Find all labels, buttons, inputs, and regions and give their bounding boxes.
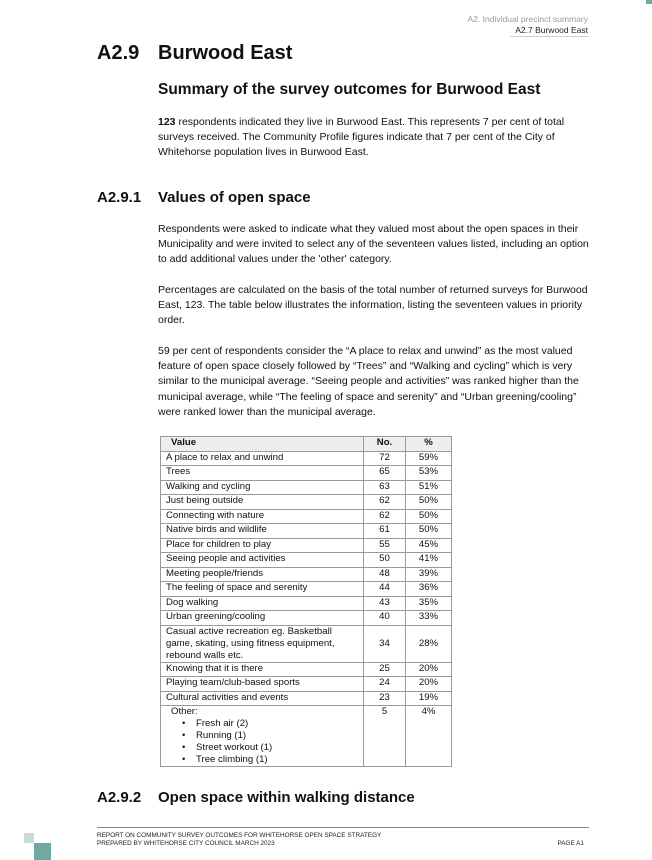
percent-cell: 19% <box>406 691 452 706</box>
count-cell: 23 <box>364 691 406 706</box>
running-header-chapter: A2. Individual precinct summary <box>467 14 588 24</box>
footer-text <box>97 832 381 848</box>
count-cell: 48 <box>364 567 406 582</box>
subsection-title: Values of open space <box>158 189 311 206</box>
table-row <box>161 451 452 466</box>
percent-cell: 41% <box>406 553 452 568</box>
value-cell: Trees <box>161 466 364 481</box>
column-header-percent: % <box>406 437 452 452</box>
count-cell: 65 <box>364 466 406 481</box>
table-row <box>161 480 452 495</box>
table-row <box>161 625 452 662</box>
value-cell: Meeting people/friends <box>161 567 364 582</box>
count-cell: 24 <box>364 677 406 692</box>
respondent-count: 123 <box>158 116 176 128</box>
value-cell: Native birds and wildlife <box>161 524 364 539</box>
list-item: • Fresh air (2) <box>182 718 358 730</box>
section-number: A2.9 <box>97 42 140 64</box>
table-row <box>161 466 452 481</box>
corner-accent <box>646 0 652 4</box>
paragraph-findings: 59 per cent of respondents consider the “A place to relax and unwind” as the most valued feature of open space closely followed by “Trees” and “Walking and cycling” which is very similar to the municipal average. “Seeing people and activities” was ranked higher than the municipal average, while “The feeling of space and serenity” and “Urban greening/cooling” were ranked lower than the municipal average. <box>158 345 579 418</box>
table-row <box>161 495 452 510</box>
count-cell: 72 <box>364 451 406 466</box>
footer-rule <box>97 827 589 828</box>
table-row <box>161 677 452 692</box>
list-item: • Running (1) <box>182 730 358 742</box>
value-cell: Knowing that it is there <box>161 662 364 677</box>
value-cell: The feeling of space and serenity <box>161 582 364 597</box>
percent-cell: 39% <box>406 567 452 582</box>
running-header <box>468 14 588 36</box>
footer-prepared-by: PREPARED BY WHITEHORSE CITY COUNCIL MARCH 2023 <box>97 840 275 847</box>
subsection-number: A2.9.1 <box>97 189 142 206</box>
column-header-value: Value <box>161 437 364 452</box>
percent-cell: 33% <box>406 611 452 626</box>
count-cell: 62 <box>364 495 406 510</box>
summary-heading: Summary of the survey outcomes for Burwood East <box>158 81 541 98</box>
header-rule <box>510 36 588 37</box>
values-table <box>160 436 452 767</box>
intro-paragraph <box>158 115 590 161</box>
table-row <box>161 538 452 553</box>
percent-cell: 35% <box>406 596 452 611</box>
count-cell: 44 <box>364 582 406 597</box>
table-header-row <box>161 437 452 452</box>
subsection-title: Open space within walking distance <box>158 789 415 806</box>
value-cell: Cultural activities and events <box>161 691 364 706</box>
section-heading <box>97 42 292 65</box>
value-cell: Dog walking <box>161 596 364 611</box>
value-cell: Casual active recreation eg. Basketball game, skating, using fitness equipment, rebound walls etc. <box>161 625 364 662</box>
page-number: PAGE A1 <box>557 840 584 847</box>
paragraph-method: Respondents were asked to indicate what they valued most about the open spaces in their Municipality and were invited to select any of the seventeen values listed, including an option to add additional values under the 'other' category. <box>158 223 589 266</box>
percent-cell: 50% <box>406 524 452 539</box>
table-row-other <box>161 706 452 767</box>
percent-cell: 50% <box>406 509 452 524</box>
value-cell: A place to relax and unwind <box>161 451 364 466</box>
table-row <box>161 691 452 706</box>
percent-cell: 28% <box>406 625 452 662</box>
value-cell: Connecting with nature <box>161 509 364 524</box>
list-item: • Street workout (1) <box>182 742 358 754</box>
count-cell: 55 <box>364 538 406 553</box>
percent-cell: 36% <box>406 582 452 597</box>
other-value-cell <box>161 706 364 767</box>
value-cell: Seeing people and activities <box>161 553 364 568</box>
table-row <box>161 567 452 582</box>
other-list <box>166 718 358 766</box>
subsection-heading-values <box>97 189 311 206</box>
percent-cell: 4% <box>406 706 452 767</box>
percent-cell: 59% <box>406 451 452 466</box>
column-header-number: No. <box>364 437 406 452</box>
section-title: Burwood East <box>158 42 293 64</box>
value-cell: Playing team/club-based sports <box>161 677 364 692</box>
count-cell: 5 <box>364 706 406 767</box>
percent-cell: 51% <box>406 480 452 495</box>
footer-logo-square-dark <box>34 843 51 860</box>
count-cell: 34 <box>364 625 406 662</box>
value-cell: Urban greening/cooling <box>161 611 364 626</box>
table-row <box>161 662 452 677</box>
percent-cell: 20% <box>406 677 452 692</box>
running-header-section: A2.7 Burwood East <box>515 25 588 35</box>
subsection-number: A2.9.2 <box>97 789 142 806</box>
paragraph-percentages: Percentages are calculated on the basis of the total number of returned surveys for Burwood East, 123. The table below illustrates the information, listing the seventeen values in priority order. <box>158 284 588 327</box>
count-cell: 63 <box>364 480 406 495</box>
value-cell: Place for children to play <box>161 538 364 553</box>
table-row <box>161 524 452 539</box>
other-label: Other: <box>171 706 198 717</box>
count-cell: 40 <box>364 611 406 626</box>
count-cell: 25 <box>364 662 406 677</box>
list-item: • Tree climbing (1) <box>182 754 358 766</box>
footer-report-title: REPORT ON COMMUNITY SURVEY OUTCOMES FOR WHITEHORSE OPEN SPACE STRATEGY <box>97 832 382 839</box>
table-row <box>161 582 452 597</box>
percent-cell: 53% <box>406 466 452 481</box>
table-row <box>161 611 452 626</box>
table-row <box>161 553 452 568</box>
table-row <box>161 509 452 524</box>
table-row <box>161 596 452 611</box>
subsection-heading-walking <box>97 789 415 806</box>
count-cell: 62 <box>364 509 406 524</box>
percent-cell: 45% <box>406 538 452 553</box>
count-cell: 61 <box>364 524 406 539</box>
percent-cell: 50% <box>406 495 452 510</box>
percent-cell: 20% <box>406 662 452 677</box>
count-cell: 50 <box>364 553 406 568</box>
value-cell: Just being outside <box>161 495 364 510</box>
intro-text: respondents indicated they live in Burwood East. This represents 7 per cent of total surveys received. The Community Profile figures indicate that 7 per cent of the City of Whitehorse population lives in Burwood East. <box>158 116 565 159</box>
count-cell: 43 <box>364 596 406 611</box>
value-cell: Walking and cycling <box>161 480 364 495</box>
footer-logo-square-light <box>24 833 34 843</box>
